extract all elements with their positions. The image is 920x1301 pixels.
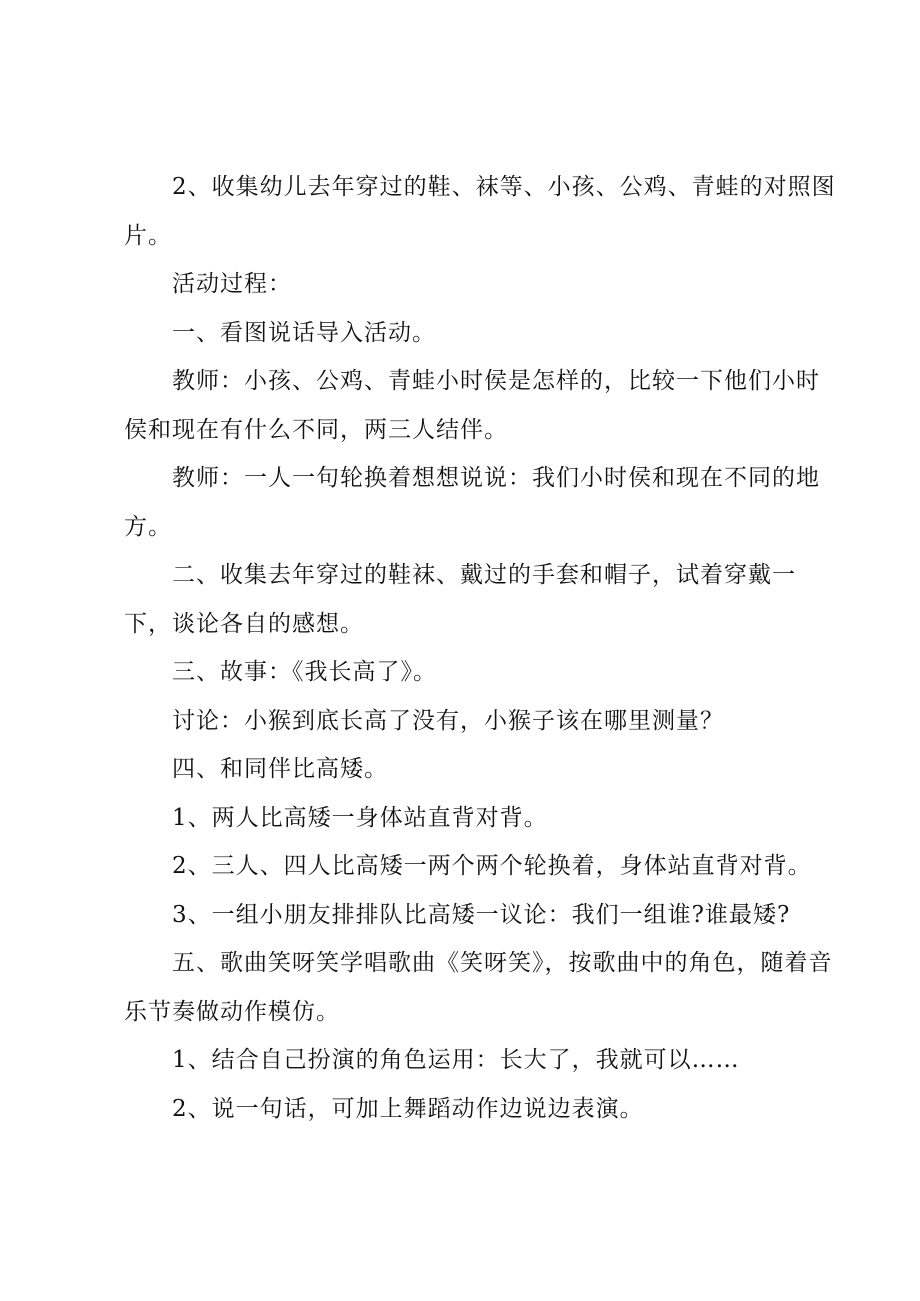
paragraph-process-heading: 活动过程： [172,271,292,297]
paragraph-step-2: 二、收集去年穿过的鞋袜、戴过的手套和帽子，试着穿戴一下，谈论各自的感想。 [124,562,796,637]
paragraph-discussion: 讨论：小猴到底长高了没有，小猴子该在哪里测量？ [172,707,724,734]
paragraph-step-5: 五、歌曲笑呀笑学唱歌曲《笑呀笑》，按歌曲中的角色，随着音乐节奏做动作模仿。 [124,950,833,1025]
paragraph-teacher-1: 教师：小孩、公鸡、青蛙小时侯是怎样的，比较一下他们小时侯和现在有什么不同，两三人结伴。 [124,368,820,443]
paragraph-step-4-2: 2、三人、四人比高矮一两个两个轮换着，身体站直背对背。 [172,853,812,879]
paragraph-step-4: 四、和同伴比高矮。 [172,756,388,782]
paragraph-step-5-1: 1、结合自己扮演的角色运用：长大了，我就可以…… [172,1047,740,1073]
paragraph-step-4-1: 1、两人比高矮一身体站直背对背。 [172,804,548,831]
paragraph-step-4-3: 3、一组小朋友排排队比高矮一议论：我们一组谁?谁最矮? [172,901,791,928]
paragraph-step-1: 一、看图说话导入活动。 [172,319,436,346]
paragraph-materials-2: 2、收集幼儿去年穿过的鞋、袜等、小孩、公鸡、青蛙的对照图片。 [124,174,836,249]
paragraph-step-3: 三、故事：《我长高了》。 [172,659,437,685]
paragraph-step-5-2: 2、说一句话，可加上舞蹈动作边说边表演。 [172,1095,644,1122]
paragraph-teacher-2: 教师：一人一句轮换着想想说说：我们小时侯和现在不同的地方。 [124,465,820,540]
document-body [124,163,840,1133]
